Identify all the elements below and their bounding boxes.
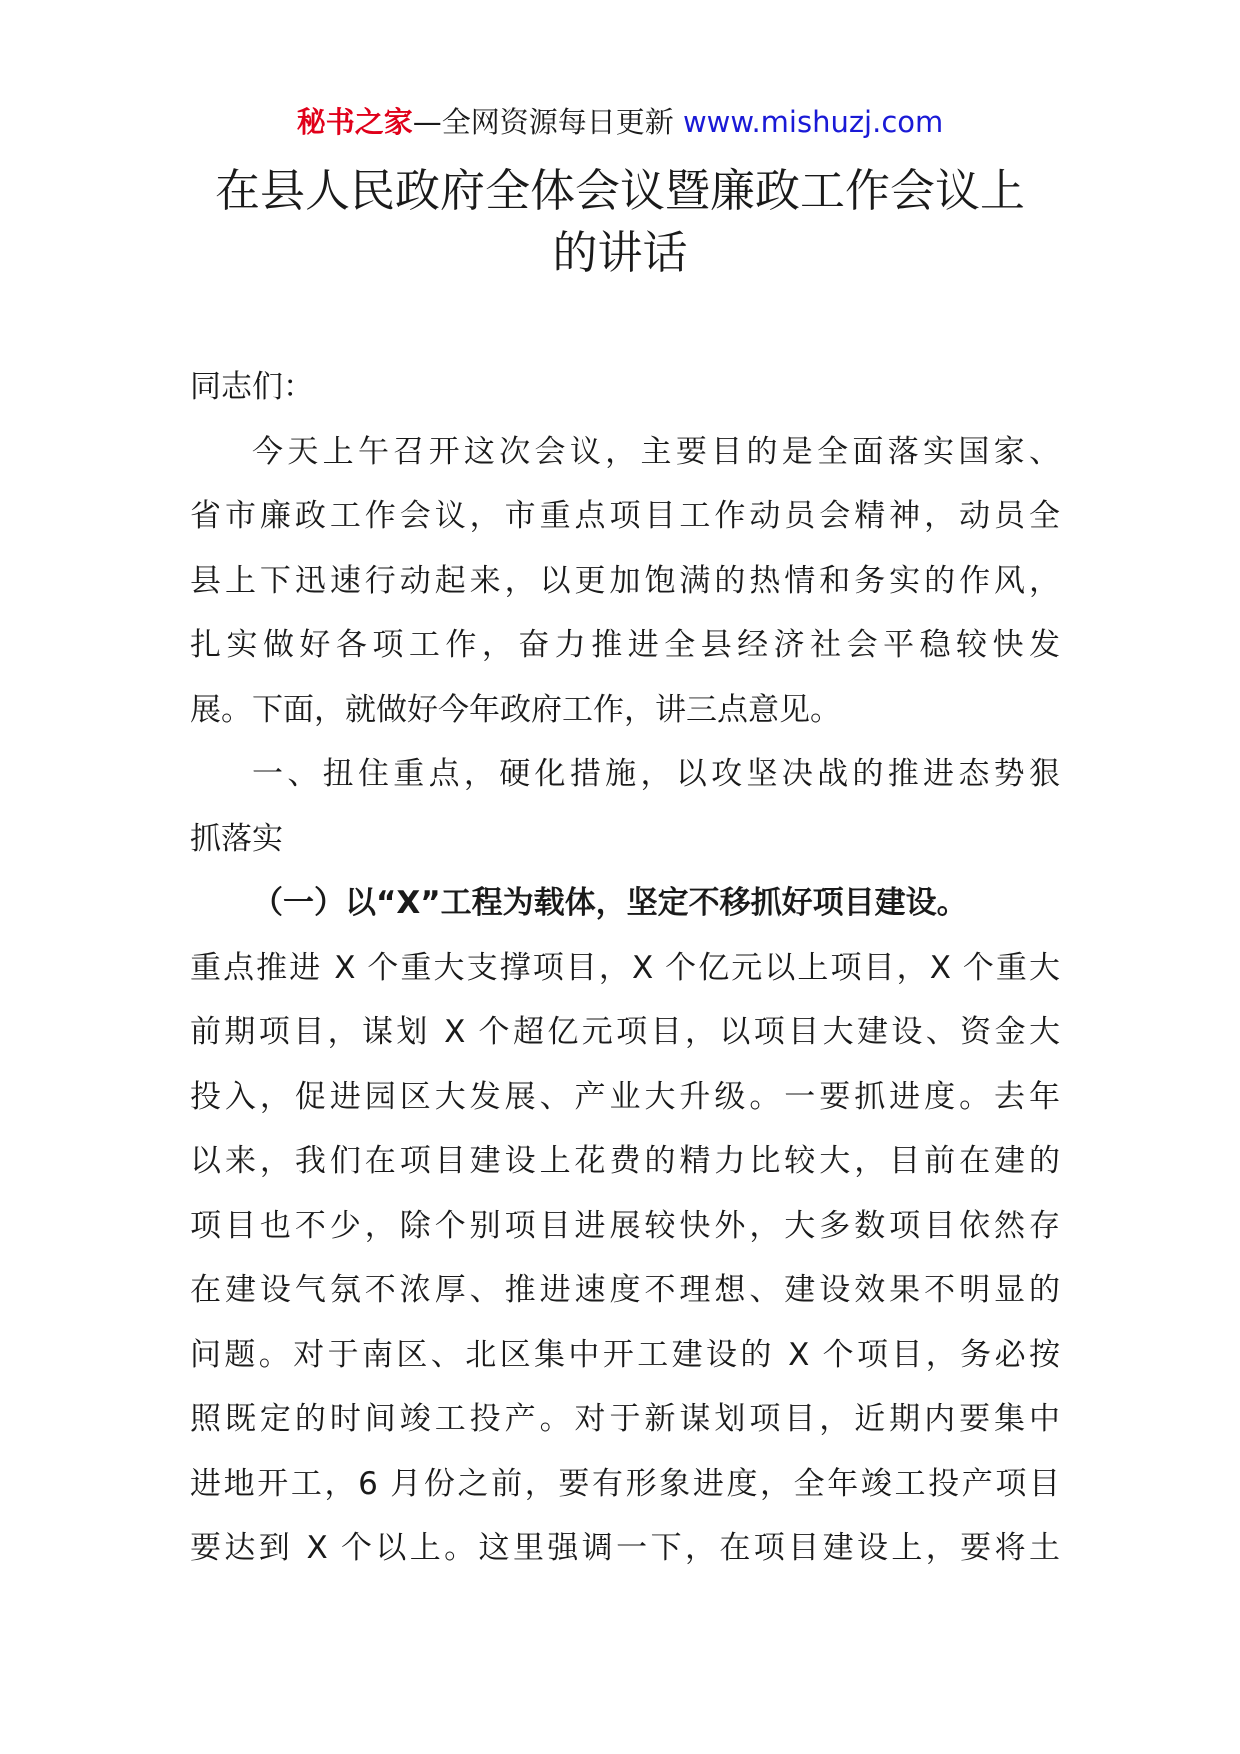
site-url-link[interactable]: www.mishuzj.com bbox=[682, 105, 944, 139]
document-title bbox=[180, 160, 1060, 284]
body-line: 照既定的时间竣工投产。对于新谋划项目，近期内要集中 bbox=[190, 1401, 1060, 1437]
subsection-heading: （一）以“X”工程为载体，坚定不移抓好项目建设。 bbox=[252, 885, 968, 921]
body-line: 扎实做好各项工作，奋力推进全县经济社会平稳较快发 bbox=[190, 627, 1060, 663]
body-line: 前期项目，谋划 X 个超亿元项目，以项目大建设、资金大 bbox=[190, 1014, 1060, 1050]
body-line: 县上下迅速行动起来，以更加饱满的热情和务实的作风， bbox=[190, 562, 1060, 599]
body-line: 问题。对于南区、北区集中开工建设的 X 个项目，务必按 bbox=[190, 1336, 1060, 1373]
body-line: 省市廉政工作会议，市重点项目工作动员会精神，动员全 bbox=[190, 498, 1060, 534]
site-header bbox=[0, 102, 1240, 142]
site-slogan: —全网资源每日更新 bbox=[412, 105, 674, 139]
body-line: 进地开工，6 月份之前，要有形象进度，全年竣工投产项目 bbox=[190, 1465, 1060, 1502]
document-body bbox=[190, 355, 1060, 1581]
body-line: 项目也不少，除个别项目进展较快外，大多数项目依然存 bbox=[190, 1207, 1060, 1244]
body-line: 投入，促进园区大发展、产业大升级。一要抓进度。去年 bbox=[190, 1078, 1060, 1115]
body-line: 重点推进 X 个重大支撑项目，X 个亿元以上项目，X 个重大 bbox=[190, 949, 1060, 986]
section-heading-line: 抓落实 bbox=[190, 820, 283, 857]
section-heading-line: 一、扭住重点，硬化措施，以攻坚决战的推进态势狠 bbox=[252, 756, 1060, 792]
document-title-line-2: 的讲话 bbox=[552, 226, 688, 279]
site-brand: 秘书之家 bbox=[296, 105, 413, 139]
body-line: 今天上午召开这次会议，主要目的是全面落实国家、 bbox=[252, 433, 1060, 470]
body-line: 在建设气氛不浓厚、推进速度不理想、建设效果不明显的 bbox=[190, 1272, 1060, 1308]
document-title-line-1: 在县人民政府全体会议暨廉政工作会议上 bbox=[214, 164, 1025, 217]
body-line: 展。下面，就做好今年政府工作，讲三点意见。 bbox=[190, 691, 841, 728]
body-line: 要达到 X 个以上。这里强调一下，在项目建设上，要将土 bbox=[190, 1530, 1060, 1566]
salutation: 同志们： bbox=[190, 369, 314, 405]
body-line: 以来，我们在项目建设上花费的精力比较大，目前在建的 bbox=[190, 1143, 1060, 1179]
